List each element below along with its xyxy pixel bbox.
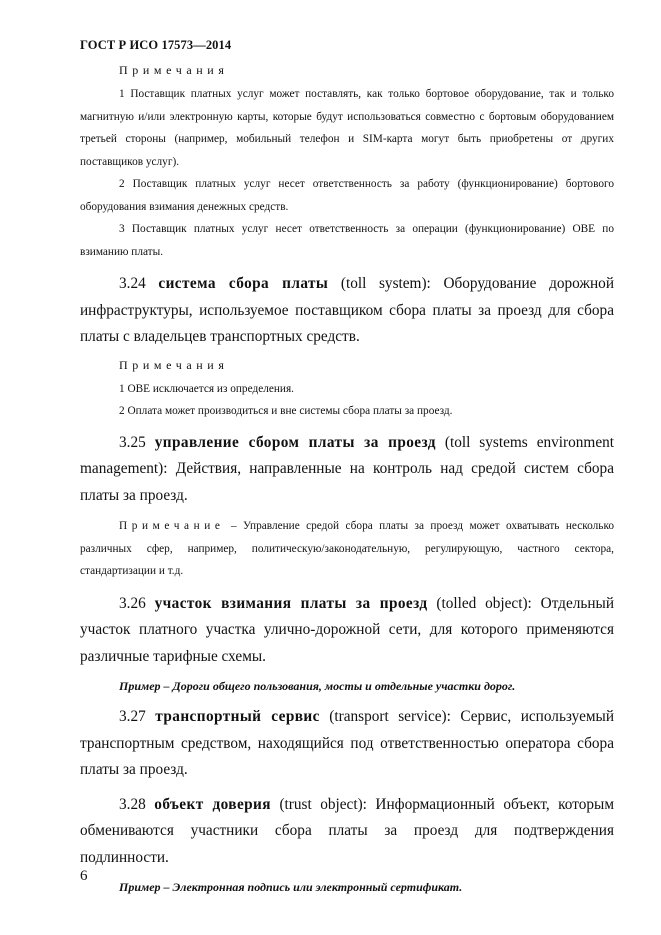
note-heading: Примечание [119,520,225,532]
term-name: система сбора платы [158,275,329,292]
single-note [80,515,614,583]
term-number: 3.28 [119,795,146,813]
term-definition: Отдельный участок платного участка улично-дорожной сети, для которого применяются различные тарифные схемы. [80,594,615,665]
term-name: транспортный сервис [155,708,320,725]
term-3-26 [80,591,614,671]
example-text: Пример – Электронная подпись или электронный сертификат. [119,880,463,894]
page-content [80,62,614,899]
term-number: 3.24 [119,275,146,292]
term-name: участок взимания платы за проезд [154,594,428,612]
term-english: (toll systems environment management): [80,433,615,477]
term-english: (transport service): [329,708,451,725]
notes-heading: Примечания [119,63,229,77]
term-number: 3.26 [119,594,146,612]
note-item: 1 OBE исключается из определения. [119,382,294,395]
term-3-28 [80,792,614,872]
term-name: управление сбором платы за проезд [154,433,436,451]
note-item: 3 Поставщик платных услуг несет ответственность за операции (функционирование) OBE по взиманию платы. [80,223,614,258]
term-3-27 [80,704,614,784]
note-item: 1 Поставщик платных услуг может поставлять, как только бортовое оборудование, так и только магнитную и/или электронную карты, которые будут использоваться совместно с бортовым оборудованием третьей стороны (например, мобильный телефон и SIM-карта могут быть приобретены от других поставщиков услуг). [80,88,614,168]
term-english: (trust object): [279,795,367,813]
page-number: 6 [80,868,88,884]
term-number: 3.25 [119,433,146,451]
term-definition: Действия, направленные на контроль над средой систем сбора платы за проезд. [80,460,614,504]
term-3-24 [80,271,614,351]
term-english: (tolled object): [436,594,532,612]
term-definition: Сервис, используемый транспортным средством, находящийся под ответственностью оператора сбора платы за проезд. [80,708,615,778]
term-definition: Оборудование дорожной инфраструктуры, используемое поставщиком сбора платы за проезд для сбора платы с владельцев транспортных средств. [80,275,615,345]
standard-header: ГОСТ Р ИСО 17573—2014 [80,38,232,52]
term-name: объект доверия [154,795,271,813]
term-definition: Информационный объект, которым обмениваются участники сбора платы за проезд для подтверждения подлинности. [80,795,614,866]
note-item: 2 Поставщик платных услуг несет ответственность за работу (функционирование) бортового оборудования взимания денежных средств. [80,178,614,213]
notes-heading: Примечания [119,357,229,372]
term-english: (toll system): [340,275,431,292]
note-text: – Управление средой сбора платы за проезд может охватывать несколько различных сфер, например, политическую/законодательную, регулирующую, частного сектора, стандартизации и т.д. [80,520,615,577]
note-item: 2 Оплата может производиться и вне системы сбора платы за проезд. [119,404,453,417]
term-number: 3.27 [119,708,146,725]
example-text: Пример – Дороги общего пользования, мосты и отдельные участки дорог. [119,679,516,693]
term-3-25 [80,430,614,510]
